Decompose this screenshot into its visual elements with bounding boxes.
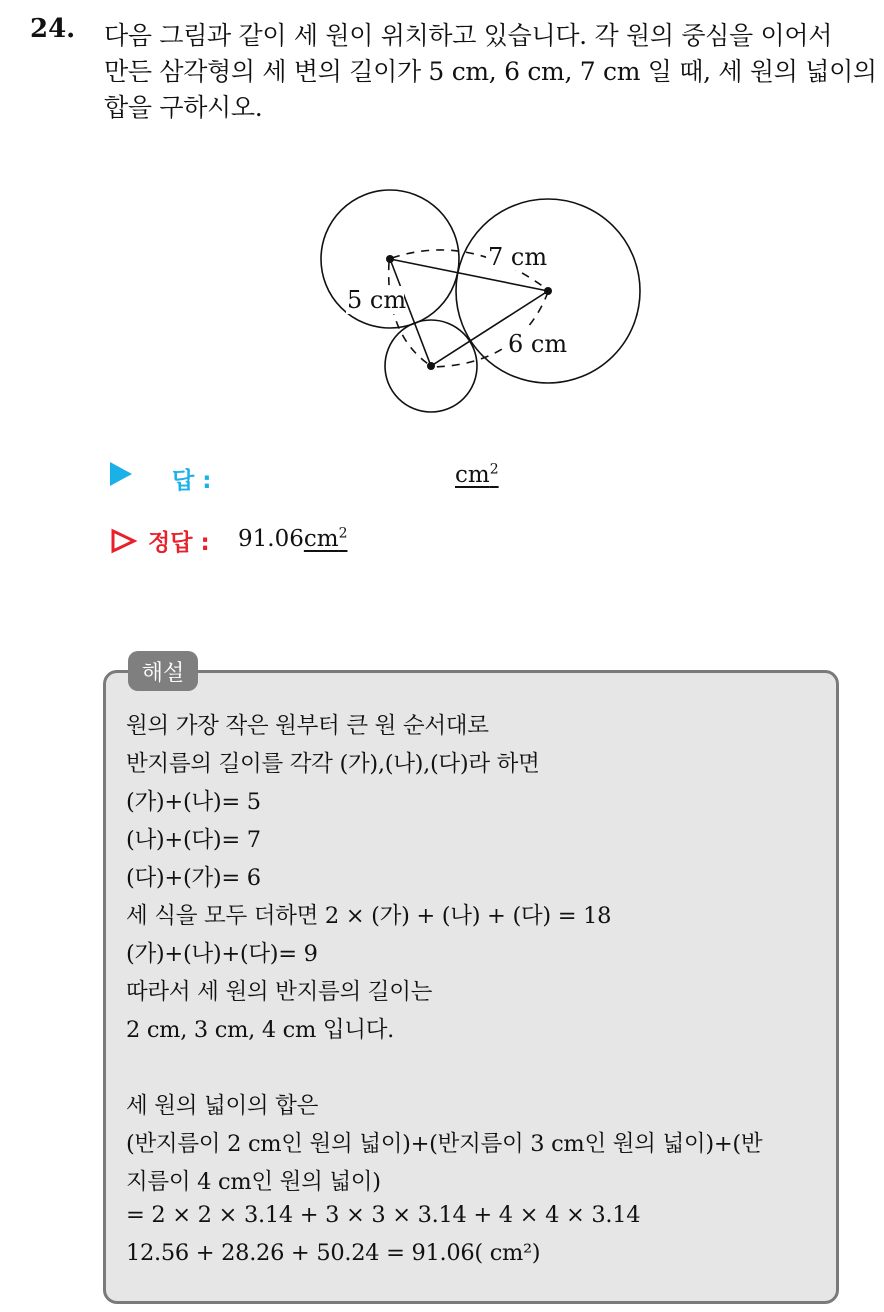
- explanation-line: (반지름이 2 cm인 원의 넓이)+(반지름이 3 cm인 원의 넓이)+(반: [126, 1131, 763, 1157]
- center-dot-large: [544, 287, 552, 295]
- problem-number: 24.: [30, 14, 76, 44]
- explanation-line: 세 식을 모두 더하면 2 × (가) + (나) + (다) = 18: [126, 903, 612, 929]
- explanation-line: 지름이 4 cm인 원의 넓이): [126, 1169, 381, 1195]
- explanation-line: (가)+(나)= 5: [126, 789, 261, 815]
- correct-number: 91.06: [238, 526, 304, 552]
- explanation-line: 2 cm, 3 cm, 4 cm 입니다.: [126, 1017, 395, 1043]
- explanation-line: (다)+(가)= 6: [126, 865, 261, 891]
- answer-label: 답 :: [172, 468, 212, 494]
- explanation-line: 반지름의 길이를 각각 (가),(나),(다)라 하면: [126, 751, 540, 777]
- correct-unit: cm: [303, 526, 339, 552]
- problem-line-2: 만든 삼각형의 세 변의 길이가 5 cm, 6 cm, 7 cm 일 때, 세 원의 넓이의: [104, 57, 877, 86]
- center-dot-small: [427, 362, 435, 370]
- explanation-line: 원의 가장 작은 원부터 큰 원 순서대로: [126, 713, 489, 739]
- explanation-line: 세 원의 넓이의 합은: [126, 1093, 319, 1119]
- circles-figure: [0, 0, 884, 430]
- label-6cm: 6 cm: [508, 330, 568, 358]
- correct-value: [238, 526, 347, 552]
- answer-play-icon: [110, 462, 132, 486]
- explanation-line: (가)+(나)+(다)= 9: [126, 941, 318, 967]
- label-5cm: 5 cm: [347, 286, 407, 314]
- explanation-line: (나)+(다)= 7: [126, 827, 261, 853]
- problem-line-1: 다음 그림과 같이 세 원이 위치하고 있습니다. 각 원의 중심을 이어서: [104, 21, 833, 50]
- explanation-line: 12.56 + 28.26 + 50.24 = 91.06( cm²): [126, 1240, 541, 1266]
- correct-outline-play-icon: [110, 528, 138, 554]
- explanation-line: = 2 × 2 × 3.14 + 3 × 3 × 3.14 + 4 × 4 × 3.14: [126, 1202, 641, 1228]
- explanation-line: 따라서 세 원의 반지름의 길이는: [126, 979, 433, 1005]
- label-7cm: 7 cm: [488, 243, 548, 271]
- answer-unit: [455, 462, 499, 488]
- answer-unit-exp: 2: [489, 461, 499, 478]
- problem-line-3: 합을 구하시오.: [104, 93, 263, 122]
- correct-label: 정답 :: [148, 530, 210, 556]
- correct-unit-exp: 2: [338, 525, 348, 542]
- explanation-tab: 해설: [128, 651, 198, 691]
- center-dot-medium: [386, 255, 394, 263]
- answer-unit-text: cm: [455, 462, 490, 488]
